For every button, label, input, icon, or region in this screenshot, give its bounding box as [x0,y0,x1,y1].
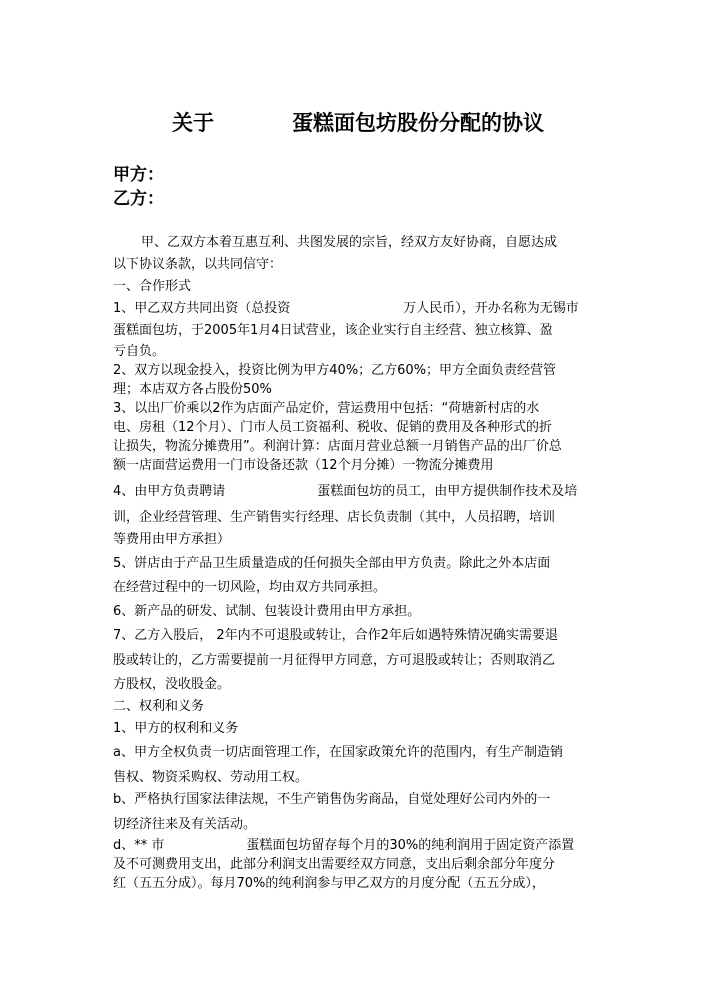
clause-line: a、甲方全权负责一切店面管理工作，在国家政策允许的范围内，有生产制造销 [113,745,563,760]
clause-line: 3、以出厂价乘以2作为店面产品定价，营运费用中包括：“荷塘新村店的水 [113,401,540,416]
party-b-label: 乙方： [113,189,164,209]
clause-line: b、严格执行国家法律法规，不生产销售伪劣商品，自觉处理好公司内外的一 [113,792,551,807]
agreement-body [113,232,613,893]
clause-line: 训，企业经营管理、生产销售实行经理、店长负责制（其中，人员招聘，培训 [113,510,556,525]
section-heading: 一、合作形式 [113,279,192,294]
sub-heading: 1、甲方的权利和义务 [113,721,239,736]
clause-text: 蛋糕面包坊的员工，由甲方提供制作技术及培 [317,484,578,499]
clause-text: 万人民币），开办名称为无锡市 [403,301,579,316]
clause-line [113,481,613,503]
clause-line: 6、新产品的研发、试制、包装设计费用由甲方承担。 [113,604,421,619]
clause-text: d、** 市 [113,838,165,853]
clause-line: 蛋糕面包坊，于2005年1月4日试营业，该企业实行自主经营、独立核算、盈 [113,323,553,338]
clause-line: 方股权，没收股金。 [113,677,231,692]
clause-text: 1、甲乙双方共同出资（总投资 [113,301,291,316]
clause-line: 电、房租（12个月）、门市人员工资福利、税收、促销的费用及各种形式的折 [113,420,553,435]
clause-line: 切经济往来及有关活动。 [113,817,257,832]
clause-text: 4、由甲方负责聘请 [113,484,226,499]
title-prefix: 关于 [172,110,214,135]
clause-text: 蛋糕面包坊留存每个月的30%的纯利润用于固定资产添置 [246,838,575,853]
document-title [0,107,725,139]
intro-line: 以下协议条款，以共同信守： [113,257,283,272]
clause-line: 红（五五分成）。每月70%的纯利润参与甲乙双方的月度分配（五五分成）， [113,876,545,891]
clause-line: 等费用由甲方承担） [113,532,231,547]
clause-line: 售权、物资采购权、劳动用工权。 [113,770,309,785]
intro-line: 甲、乙双方本着互惠互利、共图发展的宗旨，经双方友好协商，自愿达成 [141,235,558,250]
party-a-label: 甲方： [113,165,164,185]
clause-line: 理；本店双方各占股份50% [113,382,272,397]
clause-line: 亏自负。 [113,344,166,359]
clause-line: 及不可测费用支出，此部分利润支出需要经双方同意，支出后剩余部分年度分 [113,857,556,872]
clause-line: 股或转让的，乙方需要提前一月征得甲方同意，方可退股或转让；否则取消乙 [113,653,556,668]
clause-line [113,836,613,855]
clause-line: 在经营过程中的一切风险，均由双方共同承担。 [113,580,387,595]
clause-line: 7、乙方入股后， 2年内不可退股或转让，合作2年后如遇特殊情况确实需要退 [113,628,558,643]
clause-line [113,298,613,320]
clause-line: 2、双方以现金投入，投资比例为甲方40%；乙方60%；甲方全面负责经营管 [113,363,557,378]
clause-line: 让损失，物流分摊费用”。利润计算：店面月营业总额一月销售产品的出厂价总 [113,439,562,454]
clause-line: 额一店面营运费用一门市设备还款（12个月分摊）一物流分摊费用 [113,458,494,473]
title-main: 蛋糕面包坊股份分配的协议 [292,110,544,135]
section-heading: 二、权利和义务 [113,699,205,714]
clause-line: 5、饼店由于产品卫生质量造成的任何损失全部由甲方负责。除此之外本店面 [113,556,551,571]
